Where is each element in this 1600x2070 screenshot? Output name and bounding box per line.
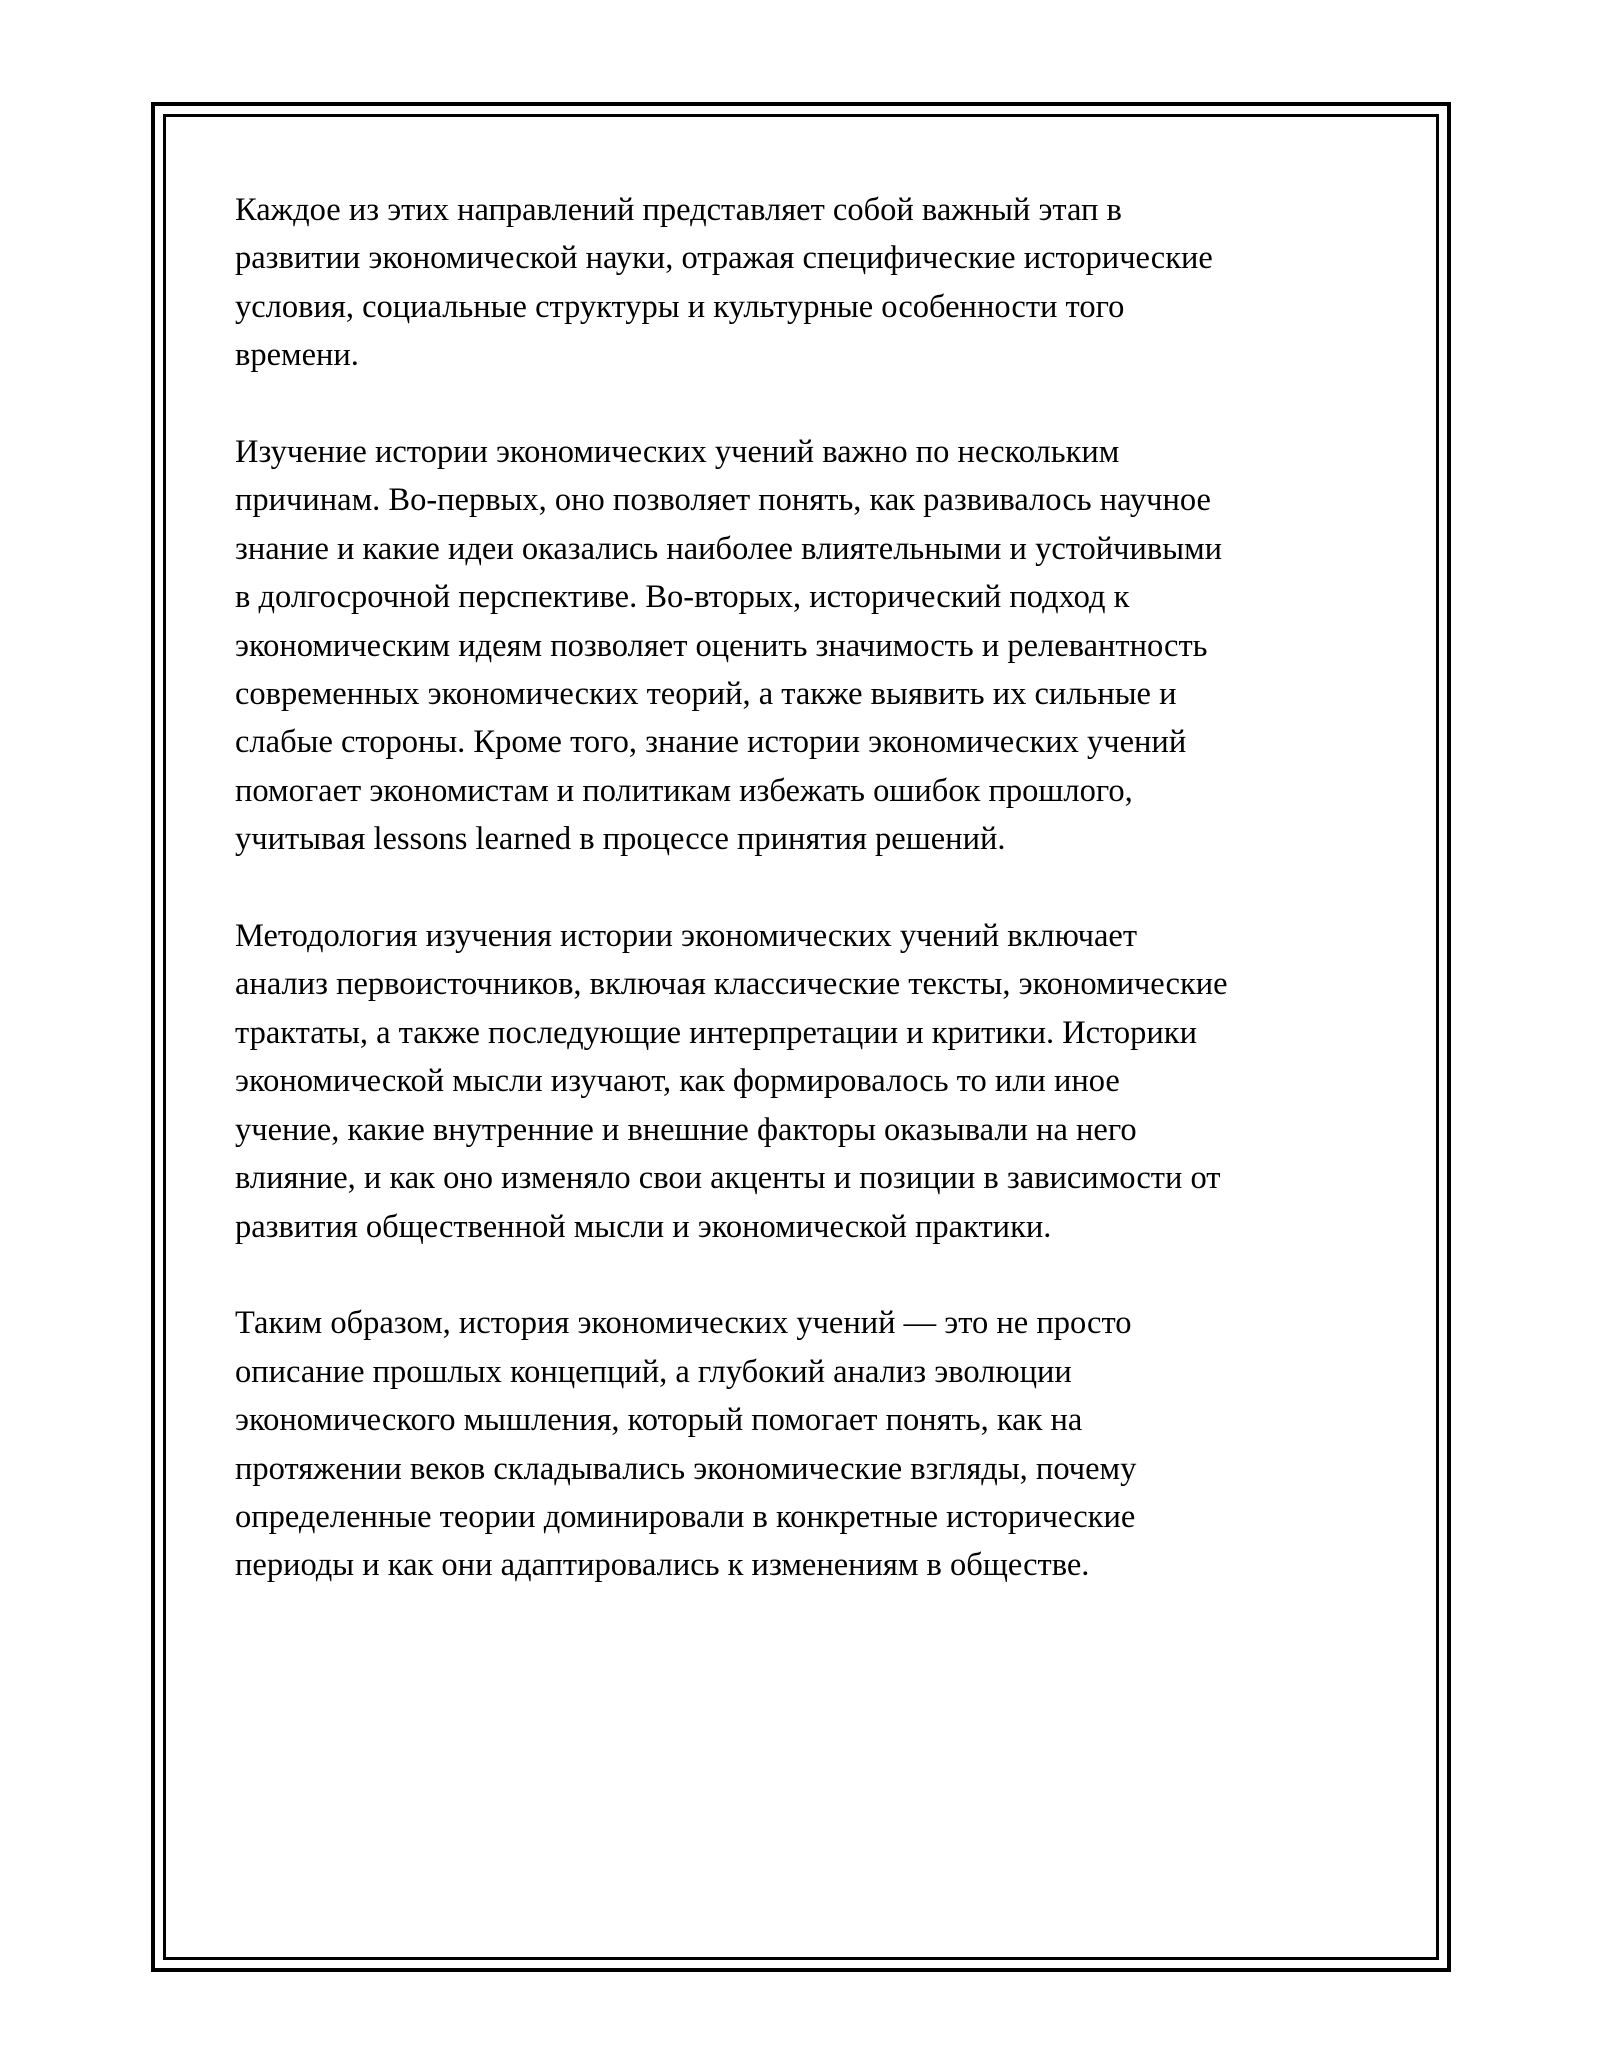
- paragraph-1: Каждое из этих направлений представляет собой важный этап в развитии экономической науки, отражая специфические исторические условия, социальные структуры и культурные особенности того времени.: [235, 192, 1213, 374]
- paragraph-3: Методология изучения истории экономических учений включает анализ первоисточников, включая классические тексты, экономические трактаты, а также последующие интерпретации и критики. Историки экономической мысли изучают, как формировалось то или иное учение, какие внутренние и внешние факторы оказывали на него влияние, и как оно изменяло свои акценты и позиции в зависимости от развития общественной мысли и экономической практики.: [235, 918, 1228, 1245]
- paragraph-4: Таким образом, история экономических учений — это не просто описание прошлых концепций, а глубокий анализ эволюции экономического мышления, который помогает понять, как на протяжении веков складывались экономические взгляды, почему определенные теории доминировали в конкретные исторические периоды и как они адаптировались к изменениям в обществе.: [235, 1305, 1137, 1584]
- document-body: [235, 186, 1385, 1638]
- paragraph-2: Изучение истории экономических учений важно по нескольким причинам. Во-первых, оно позволяет понять, как развивалось научное знание и какие идеи оказались наиболее влиятельными и устойчивыми в долгосрочной перспективе. Во-вторых, исторический подход к экономическим идеям позволяет оценить значимость и релевантность современных экономических теорий, а также выявить их сильные и слабые стороны. Кроме того, знание истории экономических учений помогает экономистам и политикам избежать ошибок прошлого, учитывая lessons learned в процессе принятия решений.: [235, 434, 1223, 858]
